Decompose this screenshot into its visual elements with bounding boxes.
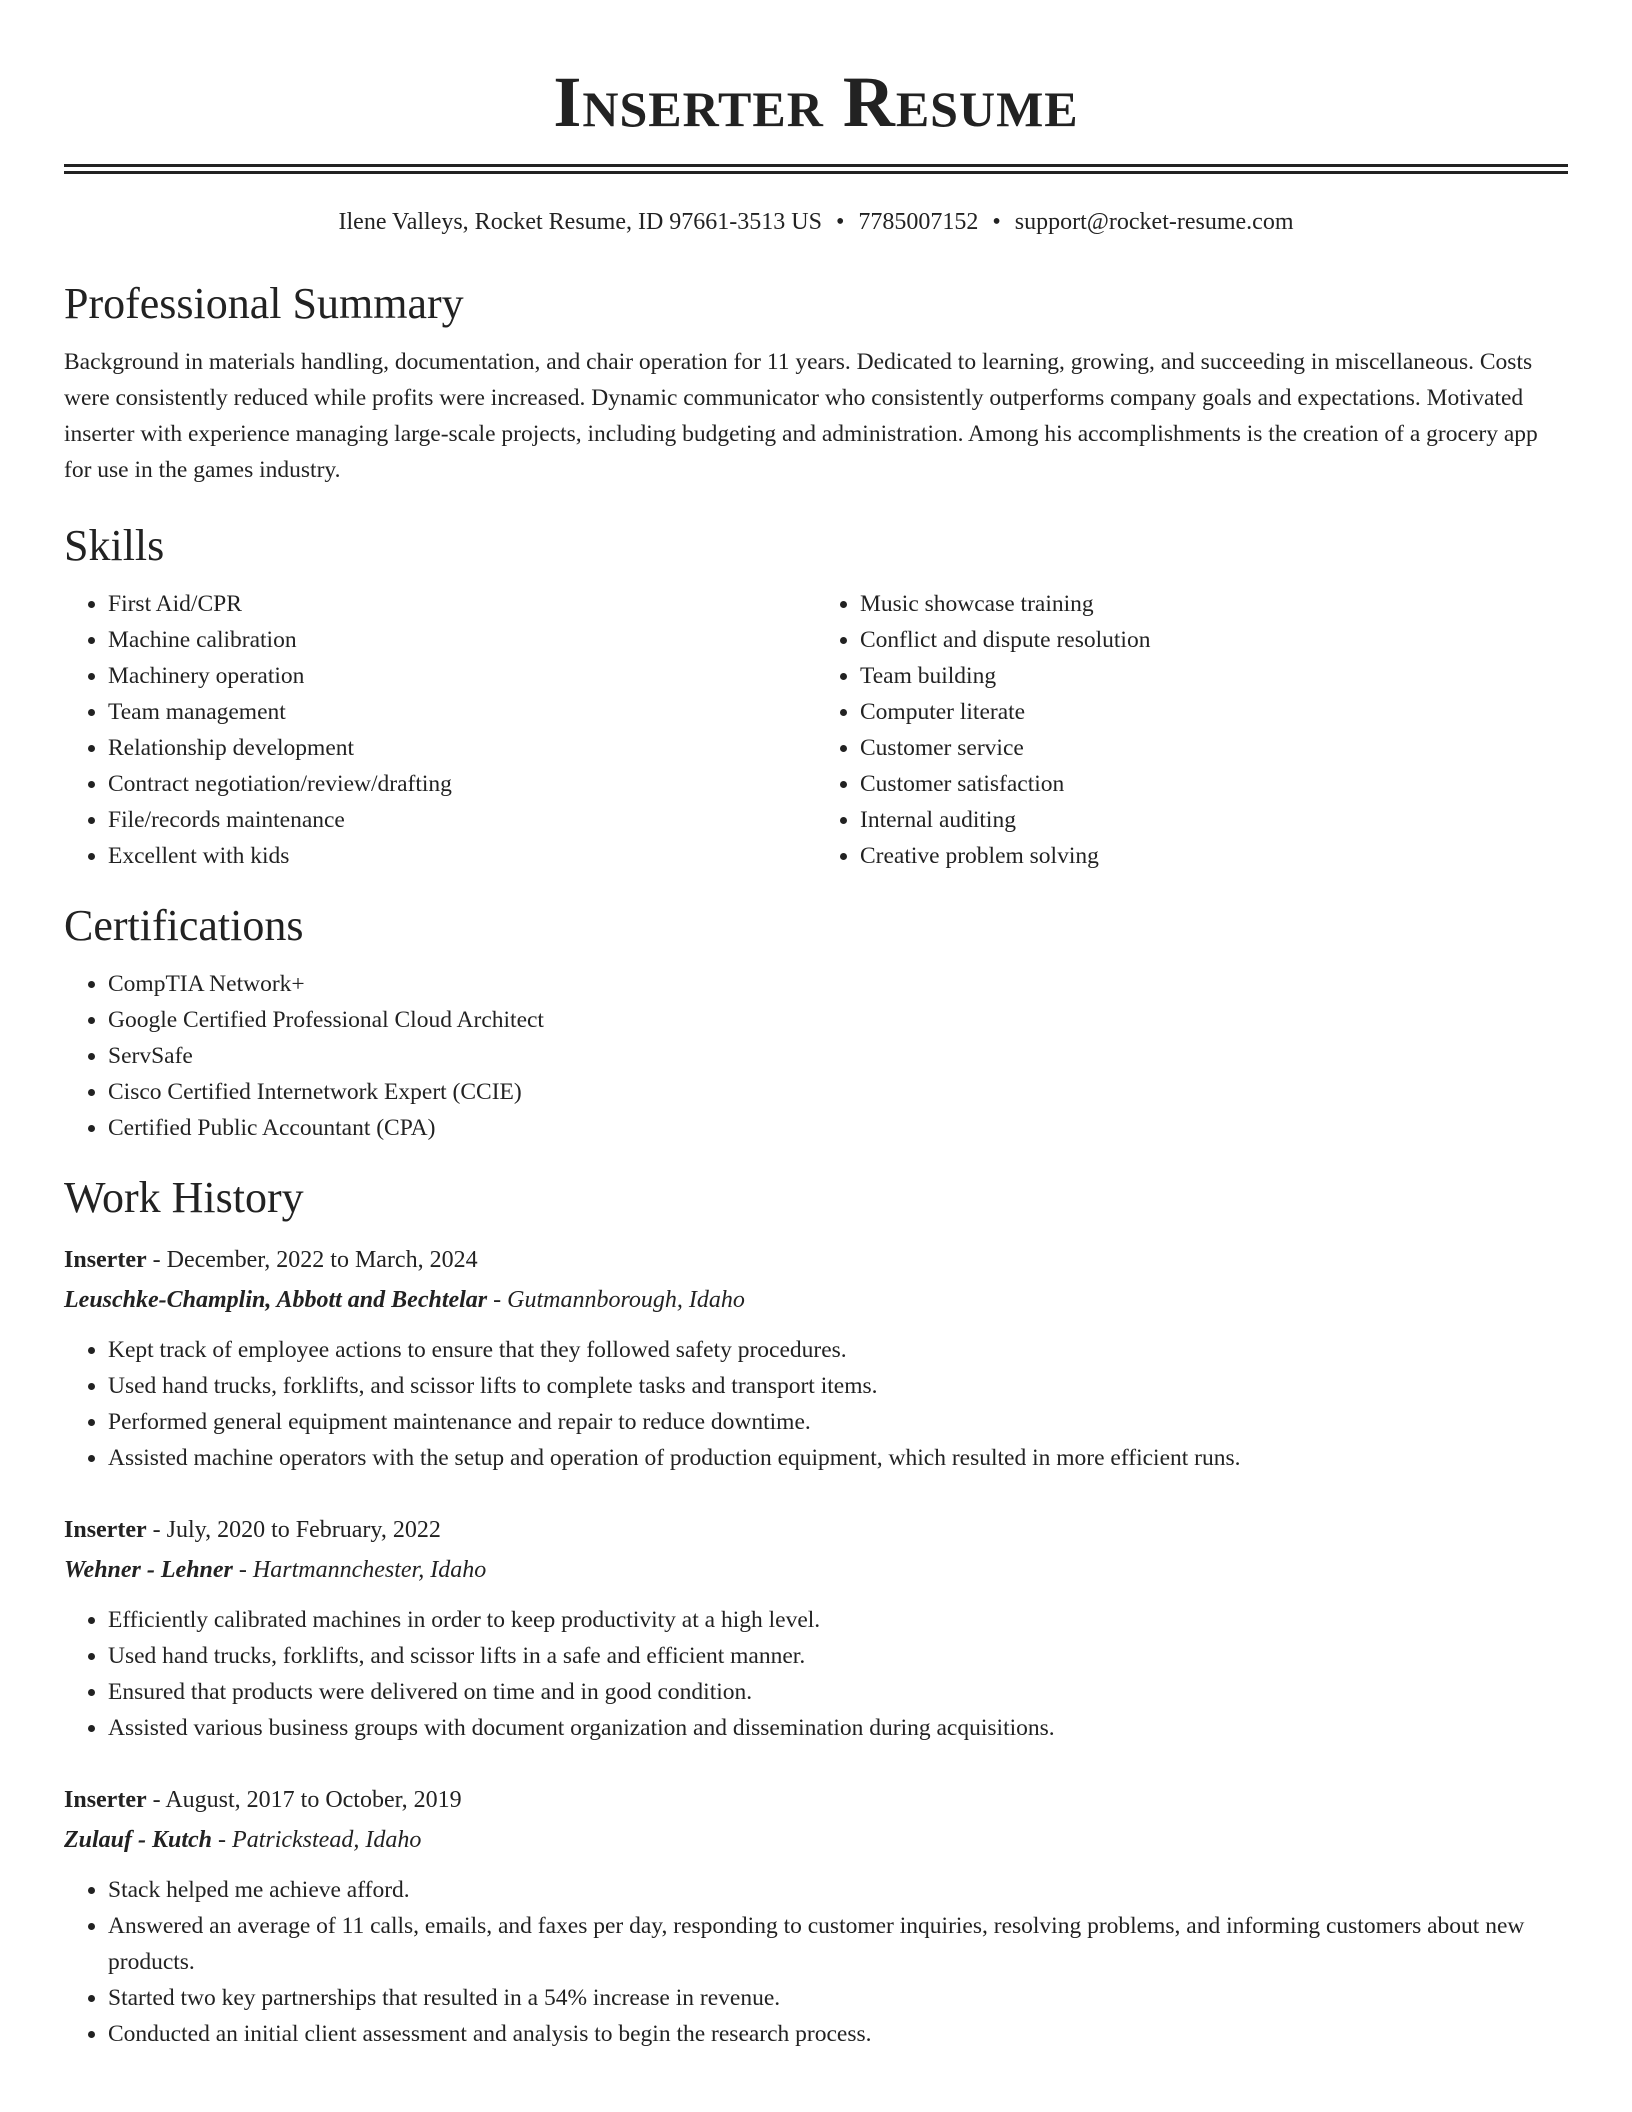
company-line (64, 1280, 1568, 1320)
job-header (64, 1240, 1568, 1280)
company-location: Hartmannchester, Idaho (252, 1557, 487, 1583)
duty-item: • Kept track of employee actions to ensure that they followed safety procedures. (108, 1332, 1568, 1368)
skill-item: • File/records maintenance (108, 802, 816, 838)
duty-item: • Used hand trucks, forklifts, and scissor lifts in a safe and efficient manner. (108, 1638, 1568, 1674)
skill-item: • Customer service (860, 730, 1568, 766)
job-header (64, 1780, 1568, 1820)
job-dash: - (146, 1247, 167, 1273)
company-dash: - (232, 1557, 253, 1583)
company-name: Wehner - Lehner (64, 1557, 233, 1583)
skills-heading: Skills (64, 521, 165, 570)
skills-list-left (64, 586, 816, 874)
contact-separator: • (835, 209, 845, 235)
skill-item: • Customer satisfaction (860, 766, 1568, 802)
job-title: Inserter (64, 1517, 147, 1543)
skill-item: • Creative problem solving (860, 838, 1568, 874)
contact-separator: • (992, 209, 1001, 235)
job-duties (64, 1602, 1568, 1746)
duty-item: • Efficiently calibrated machines in order to keep productivity at a high level. (108, 1602, 1568, 1638)
skill-item: • Machine calibration (108, 622, 816, 658)
skill-item: • Machinery operation (108, 658, 816, 694)
resume-title: Inserter Resume (553, 62, 1079, 142)
company-location: Gutmannborough, Idaho (507, 1287, 745, 1313)
job-dates: December, 2022 to March, 2024 (166, 1247, 478, 1273)
company-name: Leuschke-Champlin, Abbott and Bechtelar (64, 1287, 488, 1313)
certification-item: • Google Certified Professional Cloud Architect (108, 1002, 1568, 1038)
job-dates: August, 2017 to October, 2019 (165, 1787, 462, 1813)
summary-text: Background in materials handling, documentation, and chair operation for 11 years. Dedicated to learning, growing, and succeeding in miscellaneous. Costs were consistently reduced while profits were increased. Dynamic communicator who consistently outperforms company goals and expectations. Motivated inserter with experience managing large-scale projects, including budgeting and administration. Among his accomplishments is the creation of a grocery app for use in the games industry. (64, 349, 1538, 483)
job-entry (64, 1780, 1568, 2052)
contact-line (64, 206, 1568, 238)
contact-phone: 7785007152 (858, 209, 979, 235)
skill-item: • Computer literate (860, 694, 1568, 730)
duty-item: • Performed general equipment maintenance and repair to reduce downtime. (108, 1404, 1568, 1440)
duty-item: • Assisted machine operators with the setup and operation of production equipment, which resulted in more efficient runs. (108, 1440, 1568, 1476)
certification-item: • Certified Public Accountant (CPA) (108, 1110, 1568, 1146)
job-title: Inserter (64, 1787, 147, 1813)
certifications-heading: Certifications (64, 901, 304, 950)
duty-item: • Used hand trucks, forklifts, and scissor lifts to complete tasks and transport items. (108, 1368, 1568, 1404)
skill-item: • Internal auditing (860, 802, 1568, 838)
duty-item: • Ensured that products were delivered on time and in good condition. (108, 1674, 1568, 1710)
skill-item: • Contract negotiation/review/drafting (108, 766, 816, 802)
skill-item: • Conflict and dispute resolution (860, 622, 1568, 658)
company-location: Patrickstead, Idaho (232, 1827, 422, 1853)
duty-item: • Stack helped me achieve afford. (108, 1872, 1568, 1908)
certification-item: • CompTIA Network+ (108, 966, 1568, 1002)
skills-columns (64, 586, 1568, 874)
duty-item: • Assisted various business groups with document organization and dissemination during acquisitions. (108, 1710, 1568, 1746)
company-dash: - (487, 1287, 508, 1313)
skill-item: • Excellent with kids (108, 838, 816, 874)
company-dash: - (212, 1827, 233, 1853)
certification-item: • ServSafe (108, 1038, 1568, 1074)
duty-item: • Conducted an initial client assessment and analysis to begin the research process. (108, 2016, 1568, 2052)
contact-email: support@rocket-resume.com (1014, 209, 1294, 235)
job-title: Inserter (64, 1247, 147, 1273)
company-name: Zulauf - Kutch (64, 1827, 213, 1853)
title-divider (64, 164, 1568, 174)
job-duties (64, 1332, 1568, 1476)
job-dash: - (146, 1787, 166, 1813)
company-line (64, 1820, 1568, 1860)
skill-item: • First Aid/CPR (108, 586, 816, 622)
duty-item: • Started two key partnerships that resulted in a 54% increase in revenue. (108, 1980, 1568, 2016)
job-entry (64, 1240, 1568, 1476)
certifications-list (64, 966, 1568, 1146)
skill-item: • Music showcase training (860, 586, 1568, 622)
skill-item: • Relationship development (108, 730, 816, 766)
company-line (64, 1550, 1568, 1590)
contact-address: Ilene Valleys, Rocket Resume, ID 97661-3513 US (338, 209, 822, 235)
skill-item: • Team management (108, 694, 816, 730)
job-header (64, 1510, 1568, 1550)
skill-item: • Team building (860, 658, 1568, 694)
job-entry (64, 1510, 1568, 1746)
skills-list-right (816, 586, 1568, 874)
work-history-heading: Work History (64, 1173, 304, 1222)
duty-item: • Answered an average of 11 calls, emails, and faxes per day, responding to customer inquiries, resolving problems, and informing customers about new products. (108, 1908, 1568, 1980)
job-dates: July, 2020 to February, 2022 (166, 1517, 441, 1543)
certification-item: • Cisco Certified Internetwork Expert (CCIE) (108, 1074, 1568, 1110)
summary-heading: Professional Summary (64, 279, 464, 328)
job-duties (64, 1872, 1568, 2052)
job-dash: - (146, 1517, 167, 1543)
